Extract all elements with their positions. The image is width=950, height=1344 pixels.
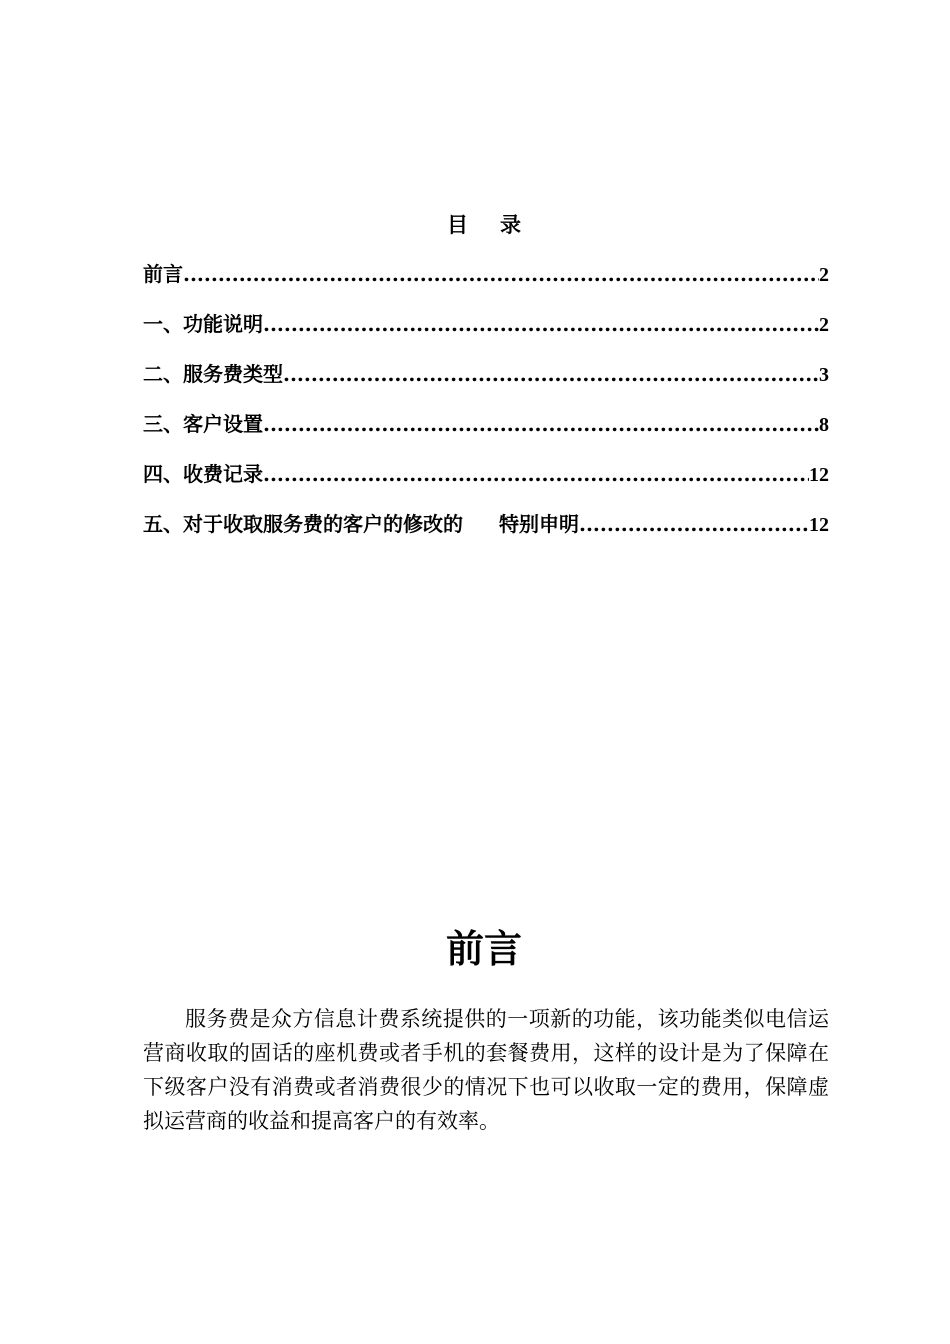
table-of-contents: [143, 258, 829, 558]
toc-entry-page: 2: [819, 314, 829, 336]
toc-entry-label-part1: 五、对于收取服务费的客户的修改的: [143, 512, 463, 536]
toc-entry-special-statement[interactable]: [143, 508, 829, 558]
toc-title-part2: 录: [500, 212, 521, 237]
toc-entry-page: 12: [809, 514, 829, 536]
toc-entry-function-description[interactable]: [143, 308, 829, 358]
toc-entry-preface[interactable]: [143, 258, 829, 308]
toc-entry-label: 三、客户设置: [143, 412, 263, 436]
toc-entry-page: 12: [809, 464, 829, 486]
toc-leader-dots: [183, 262, 819, 286]
toc-leader-dots: [579, 512, 809, 536]
toc-entry-label: 二、服务费类型: [143, 362, 283, 386]
toc-leader-dots: [263, 312, 819, 336]
toc-entry-label: 前言: [143, 262, 183, 286]
toc-leader-dots: [263, 412, 819, 436]
toc-entry-label-part2: 特别申明: [499, 512, 579, 536]
toc-leader-dots: [263, 462, 809, 486]
toc-entry-page: 3: [819, 364, 829, 386]
preface-heading: 前言: [445, 926, 522, 971]
toc-entry-label: [143, 508, 579, 537]
toc-leader-dots: [283, 362, 819, 386]
toc-entry-page: 2: [819, 264, 829, 286]
preface-body: 服务费是众方信息计费系统提供的一项新的功能，该功能类似电信运营商收取的固话的座机费或者手机的套餐费用，这样的设计是为了保障在下级客户没有消费或者消费很少的情况下也可以收取一定的费用，保障虚拟运营商的收益和提高客户的有效率。: [143, 1007, 829, 1133]
toc-entry-page: 8: [819, 414, 829, 436]
toc-title: [0, 209, 950, 239]
toc-title-part1: 目: [447, 212, 468, 237]
toc-entry-customer-settings[interactable]: [143, 408, 829, 458]
toc-entry-service-fee-types[interactable]: [143, 358, 829, 408]
toc-entry-label: 一、功能说明: [143, 312, 263, 336]
toc-entry-charge-records[interactable]: [143, 458, 829, 508]
toc-entry-label: 四、收费记录: [143, 462, 263, 486]
